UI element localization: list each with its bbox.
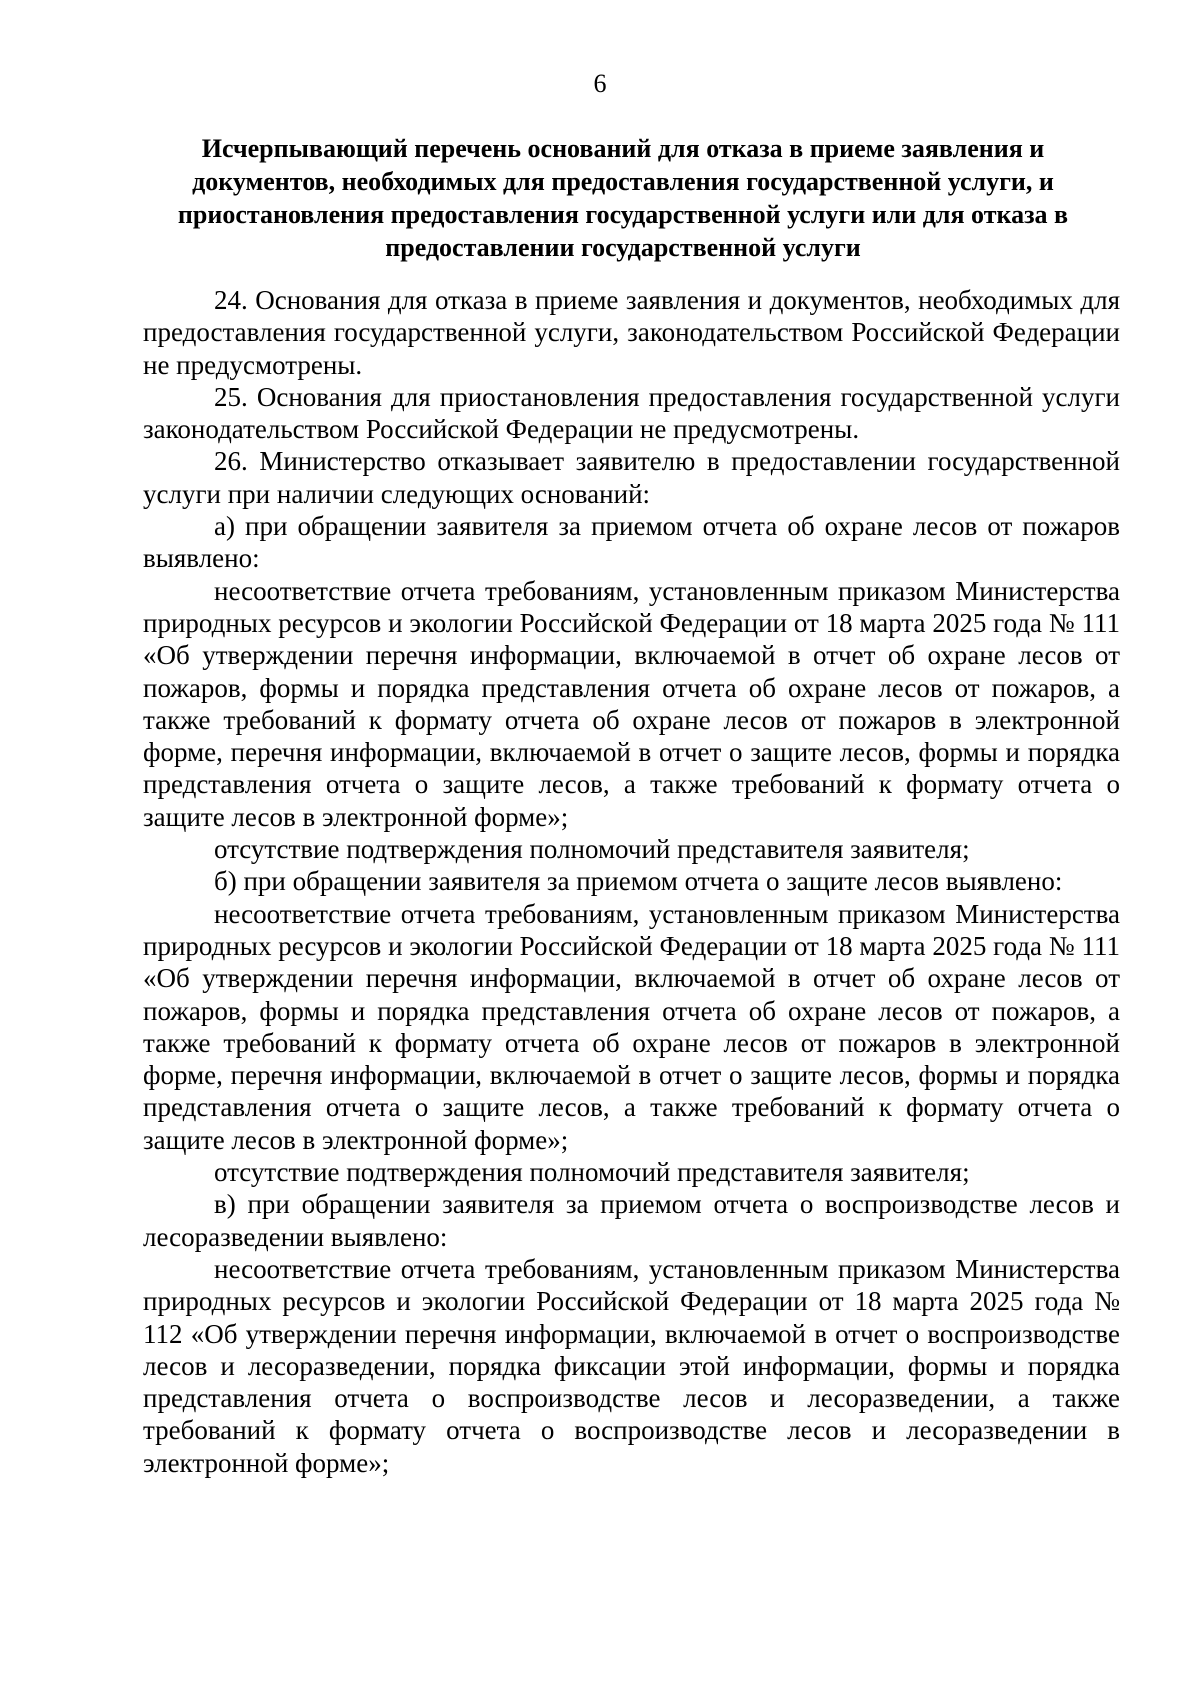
subitem-v-noncompliance: несоответствие отчета требованиям, установленным приказом Министерства природных ресурсов и экологии Российской Федерации от 18 марта 2025 года № 112 «Об утверждении перечня информации, включаемой в отчет о воспроизводстве лесов и лесоразведении, порядка фиксации этой информации, формы и порядка представления отчета о воспроизводстве лесов и лесоразведении, а также требований к формату отчета о воспроизводстве лесов и лесоразведении в электронной форме»; bbox=[143, 1253, 1120, 1478]
subitem-v: в) при обращении заявителя за приемом отчета о воспроизводстве лесов и лесоразведении выявлено: bbox=[143, 1189, 1120, 1252]
document-body bbox=[143, 284, 1120, 1479]
subitem-b: б) при обращении заявителя за приемом отчета о защите лесов выявлено: bbox=[214, 866, 1063, 897]
paragraph-25: 25. Основания для приостановления предоставления государственной услуги законодательством Российской Федерации не предусмотрены. bbox=[143, 381, 1120, 445]
subitem-a: а) при обращении заявителя за приемом отчета об охране лесов от пожаров выявлено: bbox=[143, 511, 1120, 574]
subitem-b-authority: отсутствие подтверждения полномочий представителя заявителя; bbox=[214, 1157, 970, 1188]
page-number: 6 bbox=[593, 69, 607, 98]
paragraph-26: 26. Министерство отказывает заявителю в предоставлении государственной услуги при наличии следующих оснований: bbox=[143, 446, 1120, 509]
subitem-b-noncompliance: несоответствие отчета требованиям, установленным приказом Министерства природных ресурсов и экологии Российской Федерации от 18 марта 2025 года № 111 «Об утверждении перечня информации, включаемой в отчет об охране лесов от пожаров, формы и порядка представления отчета об охране лесов от пожаров, а также требований к формату отчета об охране лесов от пожаров в электронной форме, перечня информации, включаемой в отчет о защите лесов, формы и порядка представления отчета о защите лесов, а также требований к формату отчета о защите лесов в электронной форме»; bbox=[143, 898, 1120, 1155]
subitem-a-noncompliance: несоответствие отчета требованиям, установленным приказом Министерства природных ресурсов и экологии Российской Федерации от 18 марта 2025 года № 111 «Об утверждении перечня информации, включаемой в отчет об охране лесов от пожаров, формы и порядка представления отчета об охране лесов от пожаров, а также требований к формату отчета об охране лесов от пожаров в электронной форме, перечня информации, включаемой в отчет о защите лесов, формы и порядка представления отчета о защите лесов, а также требований к формату отчета о защите лесов в электронной форме»; bbox=[143, 575, 1120, 832]
subitem-a-authority: отсутствие подтверждения полномочий представителя заявителя; bbox=[214, 834, 970, 865]
paragraph-24: 24. Основания для отказа в приеме заявления и документов, необходимых для предоставления государственной услуги, законодательством Российской Федерации не предусмотрены. bbox=[143, 285, 1120, 380]
section-heading: Исчерпывающий перечень оснований для отказа в приеме заявления и документов, необходимых для предоставления государственной услуги, и приостановления предоставления государственной услуги или для отказа в предоставлении государственной услуги bbox=[177, 134, 1069, 262]
